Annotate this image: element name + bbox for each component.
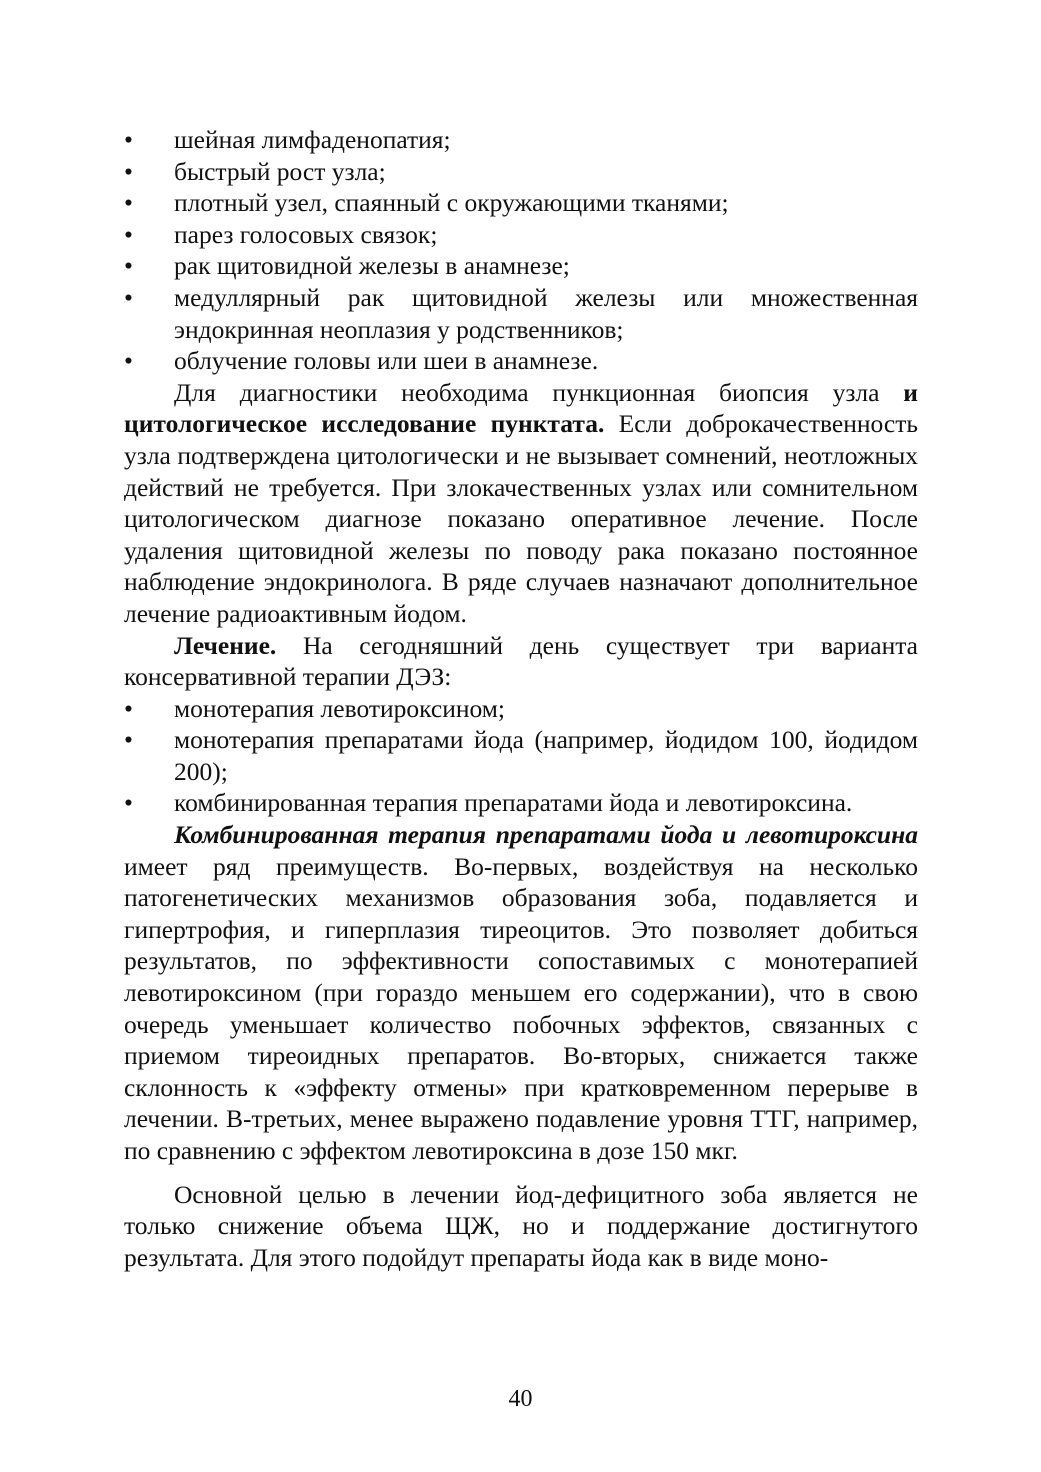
list-item: • плотный узел, спаянный с окружающими тканями; [124, 188, 729, 218]
bullet-icon: • [124, 188, 133, 218]
bullet-icon: • [124, 346, 133, 376]
list-item: • рак щитовидной железы в анамнезе; [124, 251, 570, 281]
bold-italic-phrase: Комбинированная терапия препаратами йода и левотироксина [174, 820, 918, 850]
bold-phrase: и цитологическое исследование пунктата. [124, 377, 918, 439]
paragraph-diagnostics: Для диагностики необходима пункционная биопсия узла и цитологическое исследование пунктата. Если доброкачественность узла подтверждена цитологически и не вызывает сомнений, неотложных действий не требуется. При злокачественных узлах или сомнительном цитологическом диагнозе показано оперативное лечение. После удаления щитовидной железы по поводу рака показано постоянное наблюдение эндокринолога. В ряде случаев назначают дополнительное лечение радиоактивным йодом. [124, 377, 918, 628]
risk-factor-list [124, 124, 918, 377]
bullet-icon: • [124, 219, 133, 249]
list-item: • монотерапия препаратами йода (например, йодидом 100, йодидом 200); [124, 725, 918, 786]
list-item: • парез голосовых связок; [124, 219, 438, 249]
list-item: • комбинированная терапия препаратами йода и левотироксина. [124, 788, 853, 818]
therapy-options-list [124, 693, 918, 819]
list-item: • шейная лимфаденопатия; [124, 125, 451, 154]
bullet-icon: • [124, 282, 133, 312]
paragraph-treatment-goal: Основной целью в лечении йод-дефицитного зоба является не только снижение объема ЩЖ, но и поддержание достигнутого результата. Для этого подойдут препараты йода как в виде моно- [124, 1179, 918, 1272]
list-item: • монотерапия левотироксином; [124, 693, 506, 723]
section-heading-treatment: Лечение. [174, 630, 277, 660]
paragraph-treatment: Лечение. На сегодняшний день существует три варианта консервативной терапии ДЭЗ: [124, 630, 918, 692]
bullet-icon: • [124, 725, 133, 755]
page-number: 40 [508, 1386, 533, 1412]
bullet-icon: • [124, 693, 133, 723]
bullet-icon: • [124, 251, 133, 281]
paragraph-combined-therapy: Комбинированная терапия препаратами йода и левотироксина имеет ряд преимуществ. Во-первых, воздействуя на несколько патогенетических механизмов образования зоба, подавляется и гипертрофия, и гиперплазия тиреоцитов. Это позволяет добиться результатов, по эффективности сопоставимых с монотерапией левотироксином (при гораздо меньшем его содержании), что в свою очередь уменьшает количество побочных эффектов, связанных с приемом тиреоидных препаратов. Во-вторых, снижается также склонность к «эффекту отмены» при кратковременном перерыве в лечении. В-третьих, менее выражено подавление уровня ТТГ, например, по сравнению с эффектом левотироксина в дозе 150 мкг. [124, 820, 918, 1165]
bullet-icon: • [124, 125, 133, 154]
list-item: • облучение головы или шеи в анамнезе. [124, 346, 599, 376]
list-item: • медуллярный рак щитовидной железы или множественная эндокринная неоплазия у родственников; [124, 282, 918, 344]
bullet-icon: • [124, 156, 133, 186]
page-body [124, 124, 918, 1273]
bullet-icon: • [124, 788, 133, 818]
list-item: • быстрый рост узла; [124, 156, 386, 186]
